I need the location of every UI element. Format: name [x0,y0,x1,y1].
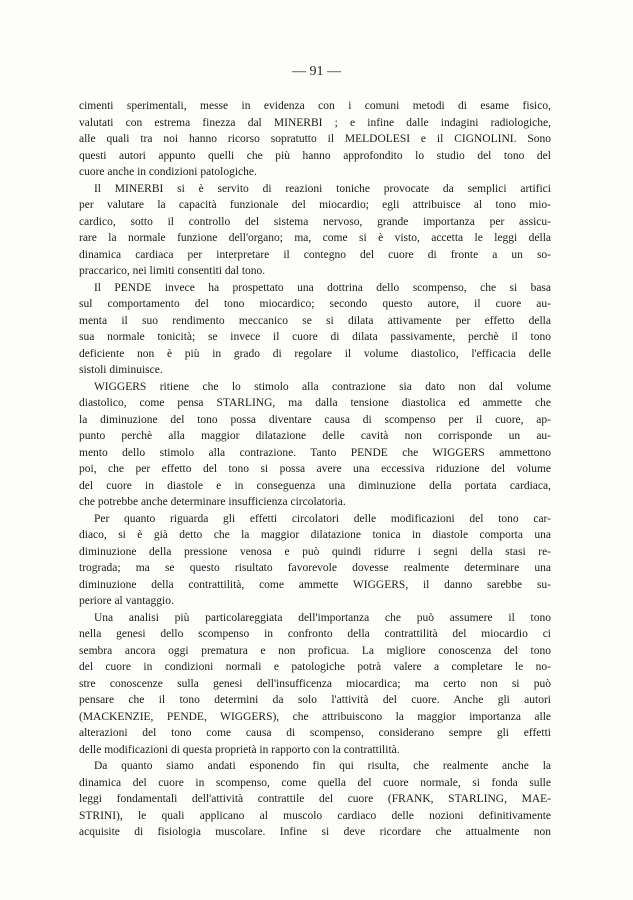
text-line: periore al vantaggio. [79,595,174,607]
text-line: praccarico, nei limiti consentiti dal tono. [79,265,266,277]
text-line: WIGGERS ritiene che lo stimolo alla contrazione sia dato non dal volume [93,380,551,393]
paragraph [79,610,551,759]
paragraph [79,758,551,841]
text-line: deficiente non è più in grado di regolare il volume diastolico, l'efficacia delle [79,347,551,360]
paragraph [79,181,551,280]
text-line: cuore anche in condizioni patologiche. [79,166,257,178]
text-line: del cuore in diastole e in conseguenza una diminuzione della portata cardiaca, [79,479,551,492]
paragraph [79,98,551,181]
text-line: stre conoscenze sulla genesi dell'insufficenza miocardica; ma certo non si può [79,677,551,690]
text-line: pensare che il tono determini da solo l'attività del cuore. Anche gli autori [79,694,551,706]
text-line: nella genesi dello scompenso in confronto della contrattilità del miocardio ci [79,628,551,640]
text-line: menta il suo rendimento meccanico se si dilata attivamente per effetto della [79,314,551,327]
text-line: sistoli diminuisce. [79,364,163,376]
text-line: punto perchè alla maggior dilatazione delle cavità non corrisponde un au- [79,430,551,442]
text-line: alterazioni del tono come causa di scompenso, considerano sempre gli effetti [79,727,551,739]
text-line: acquisite di fisiologia muscolare. Infine si deve ricordare che attualmente non [79,826,551,838]
text-line: sua normale tonicità; se invece il cuore di dilata passivamente, perchè il tono [79,331,551,343]
text-line: dinamica cardiaca per interpretare il contegno del cuore di fronte a un so- [79,248,551,261]
text-line: Una analisi più particolareggiata dell'importanza che può assumere il tono [93,611,551,624]
text-line: STRINI), le quali applicano al muscolo cardiaco delle nozioni definitivamente [79,809,551,822]
text-line: sembra ancora oggi prematura e non proficua. La migliore conoscenza del tono [79,644,551,657]
text-line: dinamica del cuore in scompenso, come quella del cuore normale, si fonda sulle [79,776,551,789]
text-line: cimenti sperimentali, messe in evidenza con i comuni metodi di esame fisico, [79,100,551,112]
body-text [79,98,551,841]
paragraph [79,280,551,379]
text-line: valutati con estrema finezza dal MINERBI ; e infine dalle indagini radiologiche, [79,116,551,129]
text-line: mento dello stimolo alla contrazione. Tanto PENDE che WIGGERS ammettono [79,446,551,459]
text-line: rare la normale funzione dell'organo; ma, come si è visto, accetta le leggi della [79,232,551,244]
text-line: diminuzione della contrattilità, come ammette WIGGERS, il danno sarebbe su- [79,578,551,591]
text-line: delle modificazioni di questa proprietà in rapporto con la contrattilità. [79,743,400,756]
text-line: che potrebbe anche determinare insufficienza circolatoria. [79,496,346,508]
text-line: del cuore in condizioni normali e patologiche potrà valere a completare le no- [79,661,551,673]
text-line: leggi fondamentali dell'attività contrattile del cuore (FRANK, STARLING, MAE- [79,793,551,805]
text-line: alle quali tra noi hanno ricorso sopratutto il MELDOLESI e il CIGNOLINI. Sono [79,133,551,145]
text-line: diaco, si è già detto che la maggior dilatazione tonica in diastole comporta una [79,529,551,541]
text-line: diminuzione della pressione venosa e può quindi ridurre i segni della stasi re- [79,545,551,558]
paragraph [79,511,551,610]
text-line: Il PENDE invece ha prospettato una dottrina dello scompenso, che si basa [93,281,551,294]
text-line: poi, che per effetto del tono si possa avere una eccessiva riduzione del volume [79,463,551,475]
paragraph [79,379,551,511]
text-line: (MACKENZIE, PENDE, WIGGERS), che attribuiscono la maggior importanza alle [79,710,551,723]
text-line: diastolico, come pensa STARLING, ma dalla tensione diastolica ed ammette che [79,397,551,409]
text-line: Il MINERBI si è servito di reazioni toniche provocate da semplici artifici [93,182,551,195]
text-line: la diminuzione del tono possa diventare causa di scompenso per il cuore, ap- [79,413,551,426]
text-line: cardico, sotto il controllo del sistema nervoso, grande importanza per assicu- [79,215,551,228]
text-line: Da quanto siamo andati esponendo fin qui risulta, che realmente anche la [93,760,551,772]
text-line: Per quanto riguarda gli effetti circolatori delle modificazioni del tono car- [93,512,551,525]
text-line: per valutare la capacità funzionale del miocardio; egli attribuisce al tono mio- [79,199,551,211]
text-line: trograda; ma se questo risultato favorevole dovesse realmente determinare una [79,562,551,574]
text-line: sul comportamento del tono miocardico; secondo questo autore, il cuore au- [79,298,551,310]
page-number: — 91 — [292,64,341,79]
text-line: questi autori appunto quelli che più hanno approfondito lo studio del tono del [79,149,551,162]
